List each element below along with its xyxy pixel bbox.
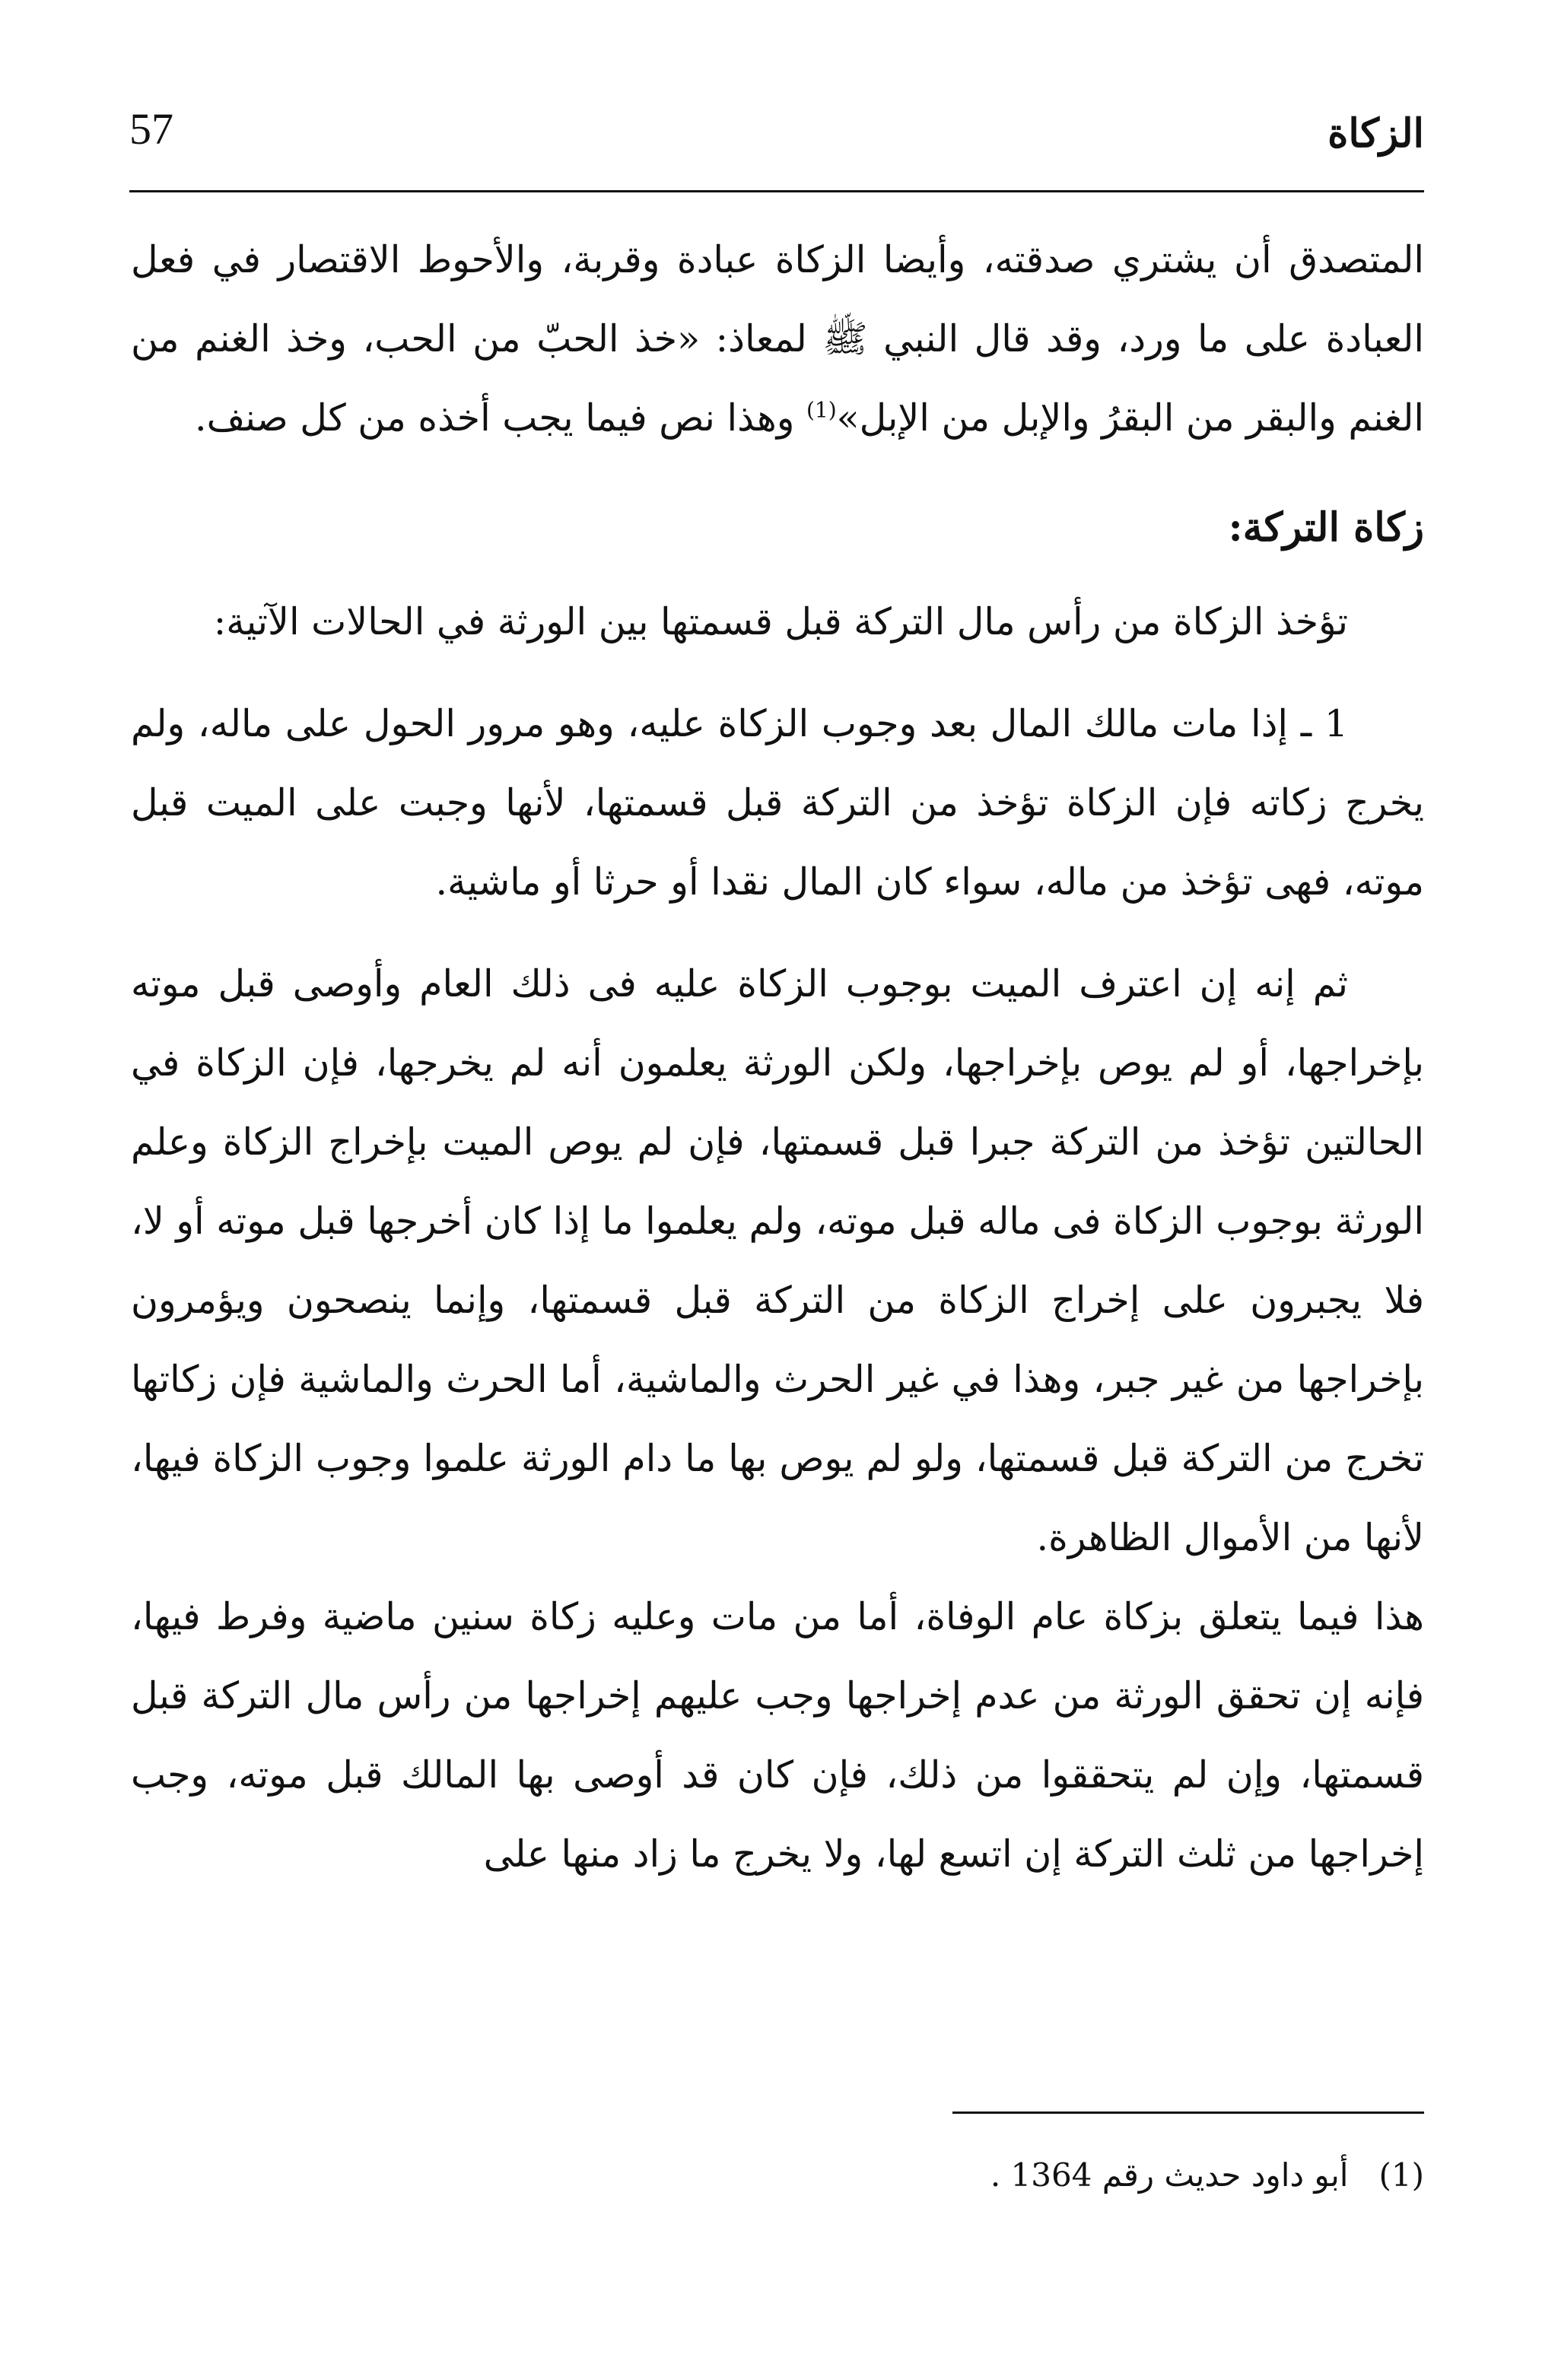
footnote-rule bbox=[952, 2111, 1424, 2114]
footnote-marker: (1) bbox=[1378, 2156, 1424, 2194]
paragraph-case-1: 1 ـ إذا مات مالك المال بعد وجوب الزكاة عليه، وهو مرور الحول على ماله، ولم يخرج زكاته فإن الزكاة تؤخذ من التركة قبل قسمتها، لأنها وجبت على الميت قبل موته، فهى تؤخذ من ماله، سواء كان المال نقدا أو حرثا أو ماشية. bbox=[131, 702, 1424, 904]
paragraph-acknowledgement: ثم إنه إن اعترف الميت بوجوب الزكاة عليه فى ذلك العام وأوصى قبل موته بإخراجها، أو لم يوص بإخراجها، ولكن الورثة يعلمون أنه لم يخرجها، فإن الزكاة في الحالتين تؤخذ من التركة جبرا قبل قسمتها، فإن لم يوص الميت بإخراج الزكاة وعلم الورثة بوجوب الزكاة فى ماله قبل موته، ولم يعلموا ما إذا كان أخرجها قبل موته أو لا، فلا يجبرون على إخراج الزكاة من التركة قبل قسمتها، وإنما ينصحون ويؤمرون بإخراجها من غير جبر، وهذا في غير الحرث والماشية، أما الحرث والماشية فإن زكاتها تخرج من التركة قبل قسمتها، ولو لم يوص بها ما دام الورثة علموا وجوب الزكاة فيها، لأنها من الأموال الظاهرة. bbox=[131, 962, 1424, 1559]
page-number: 57 bbox=[129, 104, 173, 154]
header-rule bbox=[129, 190, 1424, 192]
footnote-text: أبو داود حديث رقم 1364 . bbox=[990, 2156, 1349, 2194]
paragraph-intro-tail: وهذا نص فيما يجب أخذه من كل صنف. bbox=[195, 396, 806, 440]
section-heading: زكاة التركة: bbox=[1228, 504, 1424, 551]
paragraph-cases-intro: تؤخذ الزكاة من رأس مال التركة قبل قسمتها بين الورثة في الحالات الآتية: bbox=[213, 600, 1348, 643]
paragraph-past-years: هذا فيما يتعلق بزكاة عام الوفاة، أما من مات وعليه زكاة سنين ماضية وفرط فيها، فإنه إن تحقق الورثة من عدم إخراجها وجب عليهم إخراجها من رأس مال التركة قبل قسمتها، وإن لم يتحققوا من ذلك، فإن كان قد أوصى بها المالك قبل موته، وجب إخراجها من ثلث التركة إن اتسع لها، ولا يخرج ما زاد منها على bbox=[131, 1595, 1424, 1876]
running-header: الزكاة bbox=[1327, 110, 1424, 157]
body-text bbox=[131, 221, 1424, 1894]
paragraph-intro-text: المتصدق أن يشتري صدقته، وأيضا الزكاة عبادة وقربة، والأحوط الاقتصار في فعل العبادة على ما ورد، وقد قال النبي ﷺ لمعاذ: «خذ الحبّ من الحب، وخذ الغنم من الغنم والبقر من البقرُ والإبل من الإبل» bbox=[131, 238, 1424, 440]
footnote-reference: (1) bbox=[806, 397, 837, 423]
paragraph-intro bbox=[131, 221, 1424, 458]
footnote bbox=[990, 2153, 1424, 2198]
